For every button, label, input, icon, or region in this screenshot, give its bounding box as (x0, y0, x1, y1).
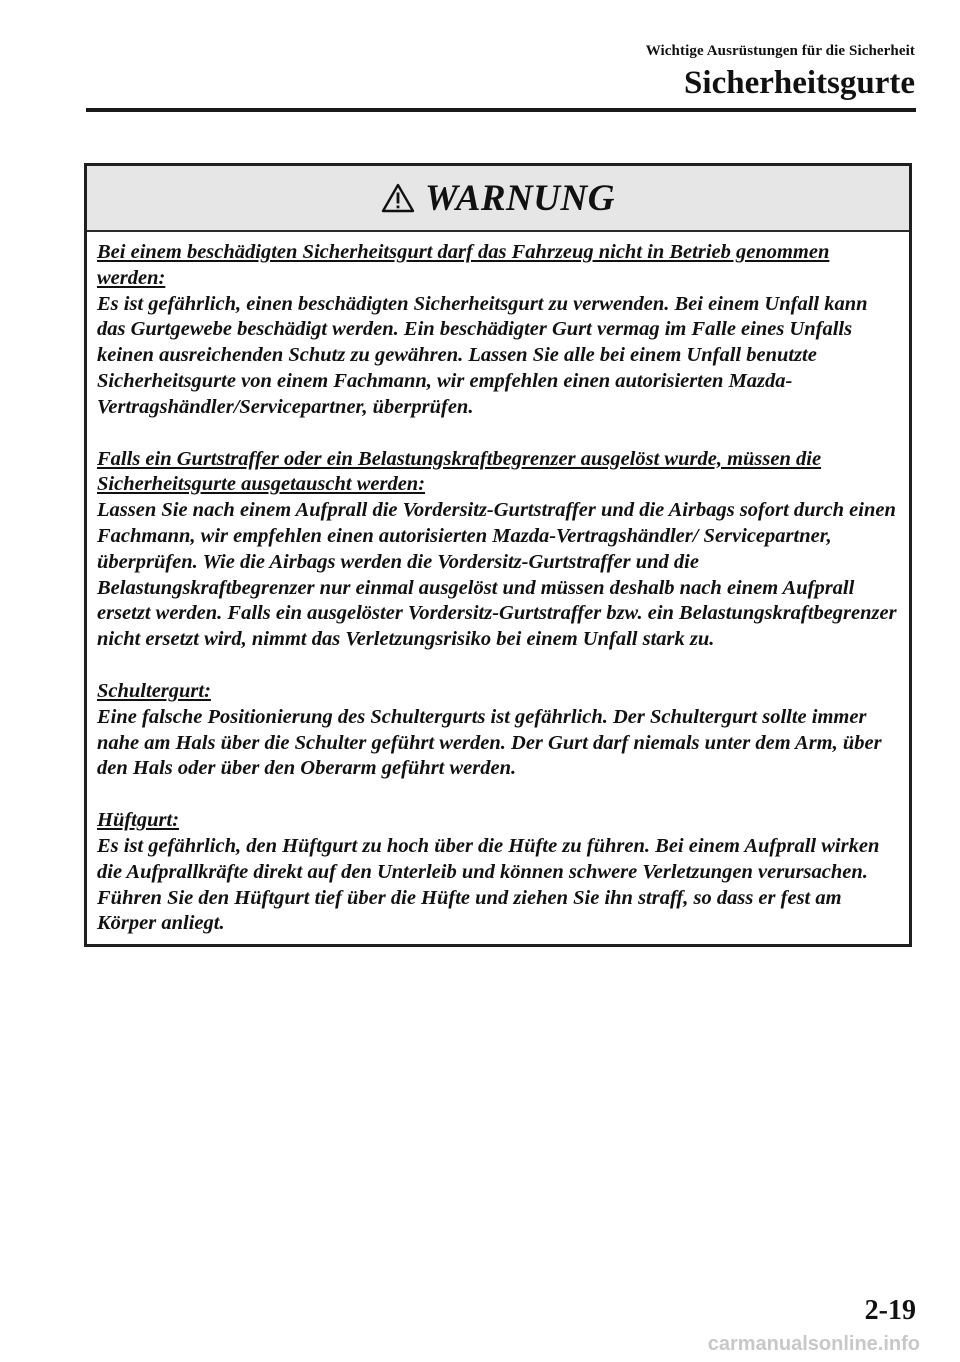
warning-section (97, 447, 899, 653)
chapter-subtitle: Wichtige Ausrüstungen für die Sicherheit (645, 43, 915, 59)
page-number: 2-19 (864, 1295, 916, 1326)
warning-section (97, 240, 899, 421)
warning-section (97, 808, 899, 937)
section-text: Es ist gefährlich, den Hüftgurt zu hoch über die Hüfte zu führen. Bei einem Aufprall wirken die Aufprallkräfte direkt auf den Unterleib und können schwere Verletzungen verursachen. Führen Sie den Hüftgurt tief über die Hüfte und ziehen Sie ihn straff, so dass er fest am Körper anliegt. (97, 834, 880, 935)
header-divider (86, 108, 916, 112)
warning-body (87, 232, 909, 937)
section-text: Es ist gefährlich, einen beschädigten Sicherheitsgurt zu verwenden. Bei einem Unfall kann das Gurtgewebe beschädigt werden. Ein beschädigter Gurt vermag im Falle eines Unfalls keinen ausreichenden Schutz zu gewähren. Lassen Sie alle bei einem Unfall benutzte Sicherheitsgurte von einem Fachmann, wir empfehlen einen autorisierten Mazda-Vertragshändler/Servicepartner, überprüfen. (97, 292, 868, 418)
section-heading: Schultergurt: (97, 679, 211, 702)
warning-header (87, 166, 909, 232)
page-header (646, 42, 915, 102)
section-heading: Hüftgurt: (97, 809, 180, 832)
warning-box (84, 163, 912, 947)
section-heading: Bei einem beschädigten Sicherheitsgurt darf das Fahrzeug nicht in Betrieb genommen werden: (97, 241, 830, 289)
section-heading: Falls ein Gurtstraffer oder ein Belastungskraftbegrenzer ausgelöst wurde, müssen die Sicherheitsgurte ausgetauscht werden: (97, 447, 822, 496)
warning-section (97, 679, 899, 782)
warning-title: WARNUNG (425, 177, 615, 219)
warning-triangle-icon (381, 183, 415, 213)
watermark: carmanualsonline.info (707, 1333, 920, 1355)
section-text: Eine falsche Positionierung des Schultergurts ist gefährlich. Der Schultergurt sollte immer nahe am Hals über die Schulter geführt werden. Der Gurt darf niemals unter dem Arm, über den Hals oder über den Oberarm geführt werden. (97, 705, 882, 780)
section-text: Lassen Sie nach einem Aufprall die Vordersitz-Gurtstraffer und die Airbags sofort durch einen Fachmann, wir empfehlen einen autorisierten Mazda-Vertragshändler/ Servicepartner, überprüfen. Wie die Airbags werden die Vordersitz-Gurtstraffer und die Belastungskraftbegrenzer nur einmal ausgelöst und müssen deshalb nach einem Aufprall ersetzt werden. Falls ein ausgelöster Vordersitz-Gurtstraffer bzw. ein Belastungskraftbegrenzer nicht ersetzt wird, nimmt das Verletzungsrisiko bei einem Unfall stark zu. (97, 499, 897, 651)
section-title: Sicherheitsgurte (684, 65, 915, 101)
